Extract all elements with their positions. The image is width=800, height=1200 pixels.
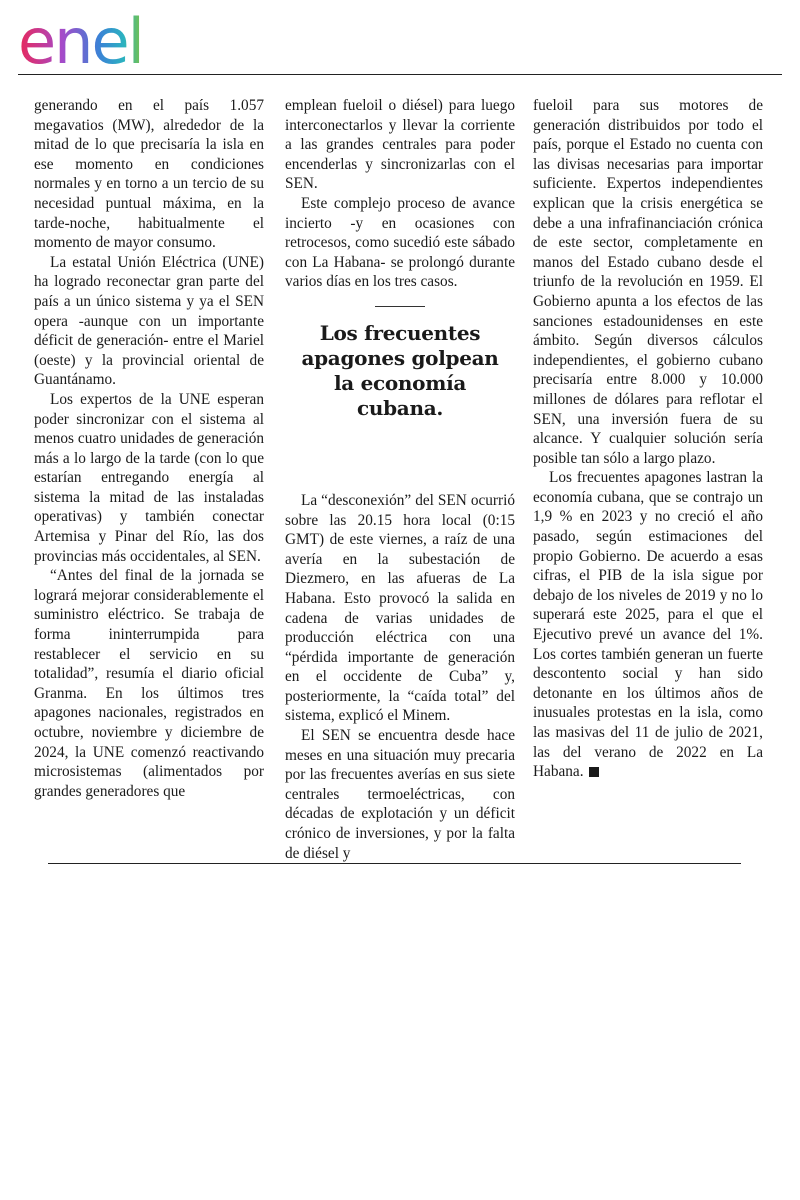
headline-rule xyxy=(375,306,425,307)
spacer xyxy=(285,421,515,491)
article-column-1 xyxy=(34,96,264,801)
article-column-2 xyxy=(285,96,515,863)
footer-divider xyxy=(48,863,741,864)
paragraph: Los expertos de la UNE esperan poder sincronizar con el sistema al menos cuatro unidades de generación más a lo largo de la tarde (con lo que estarían entregando energía al sistema la mitad de las instaladas operativas) y también conectar Artemisa y Pinar del Río, las dos provincias más occidentales, al SEN. xyxy=(34,390,264,565)
paragraph: fueloil para sus motores de generación distribuidos por todo el país, porque el Estado no cuenta con las divisas necesarias para importar suficiente. Expertos independientes explican que la crisis energética se debe a una infrafinanciación crónica de este sector, completamente en manos del Estado cubano desde el triunfo de la revolución en 1959. El Gobierno apunta a los efectos de las sanciones estadounidenses en este ámbito. Según diversos cálculos independientes, el gobierno cubano precisaría entre 8.000 y 10.000 millones de dólares para reflotar el SEN, una inversión fuera de su alcance. Y cualquier solución sería posible tan sólo a largo plazo. xyxy=(533,97,763,467)
paragraph-text: Los frecuentes apagones lastran la economía cubana, que se contrajo un 1,9 % en 2023 y no creció el año pasado, según estimaciones del propio Gobierno. De acuerdo a esas cifras, el PIB de la isla sigue por debajo de los niveles de 2019 y no lo superará este 2025, para el que el Ejecutivo prevé un avance del 1%. Los cortes también generan un fuerte descontento social y han sido detonante en los últimos años de inusuales protestas en la isla, como las masivas del 11 de julio de 2021, las del verano de 2022 en La Habana. xyxy=(533,469,763,781)
paragraph-last xyxy=(533,468,763,782)
paragraph: Este complejo proceso de avance incierto -y en ocasiones con retrocesos, como sucedió este sábado con La Habana- se prolongó durante varios días en los tres casos. xyxy=(285,194,515,291)
paragraph: La estatal Unión Eléctrica (UNE) ha logrado reconectar gran parte del país a un único sistema y ya el SEN opera -aunque con un importante déficit de generación- entre el Mariel (oeste) y la provincial oriental de Guantánamo. xyxy=(34,253,264,389)
header-divider xyxy=(18,74,782,75)
svg-text:enel: enel xyxy=(18,8,143,70)
end-of-article-mark xyxy=(589,767,599,777)
enel-logo-mark xyxy=(18,8,178,70)
paragraph: El SEN se encuentra desde hace meses en una situación muy precaria por las frecuentes averías en sus siete centrales termoeléctricas, con décadas de explotación y un déficit crónico de inversiones, y por la falta de diésel y xyxy=(285,727,515,862)
paragraph: “Antes del final de la jornada se logrará mejorar considerablemente el suministro eléctrico. Se trabaja de forma ininterrumpida para restablecer el servicio en su totalidad”, resumía el diario oficial Granma. En los últimos tres apagones nacionales, registrados en octubre, noviembre y diciembre de 2024, la UNE comenzó reactivando microsistemas (alimentados por grandes generadores que xyxy=(34,567,264,800)
article-column-3 xyxy=(533,96,763,782)
paragraph: La “desconexión” del SEN ocurrió sobre las 20.15 hora local (0:15 GMT) de este viernes, a raíz de una avería en la subestación de Diezmero, en las afueras de La Habana. Esto provocó la salida en cadena de varias unidades de producción eléctrica con una “pérdida importante de generación en el occidente de Cuba” y, posteriormente, la “caída total” del sistema, explicó el Minem. xyxy=(285,491,515,725)
article-subheadline: Los frecuentes apagones golpean la economía cubana. xyxy=(301,320,499,420)
paragraph: emplean fueloil o diésel) para luego interconectarlos y llevar la corriente a las grandes centrales para poder encenderlas y sincronizarlas con el SEN. xyxy=(285,97,515,193)
enel-logo xyxy=(18,8,178,70)
paragraph: generando en el país 1.057 megavatios (MW), alrededor de la mitad de lo que precisaría la isla en ese momento en condiciones normales y en torno a un tercio de su necesidad puntual máxima, en la tarde-noche, habitualmente el momento de mayor consumo. xyxy=(34,97,264,252)
